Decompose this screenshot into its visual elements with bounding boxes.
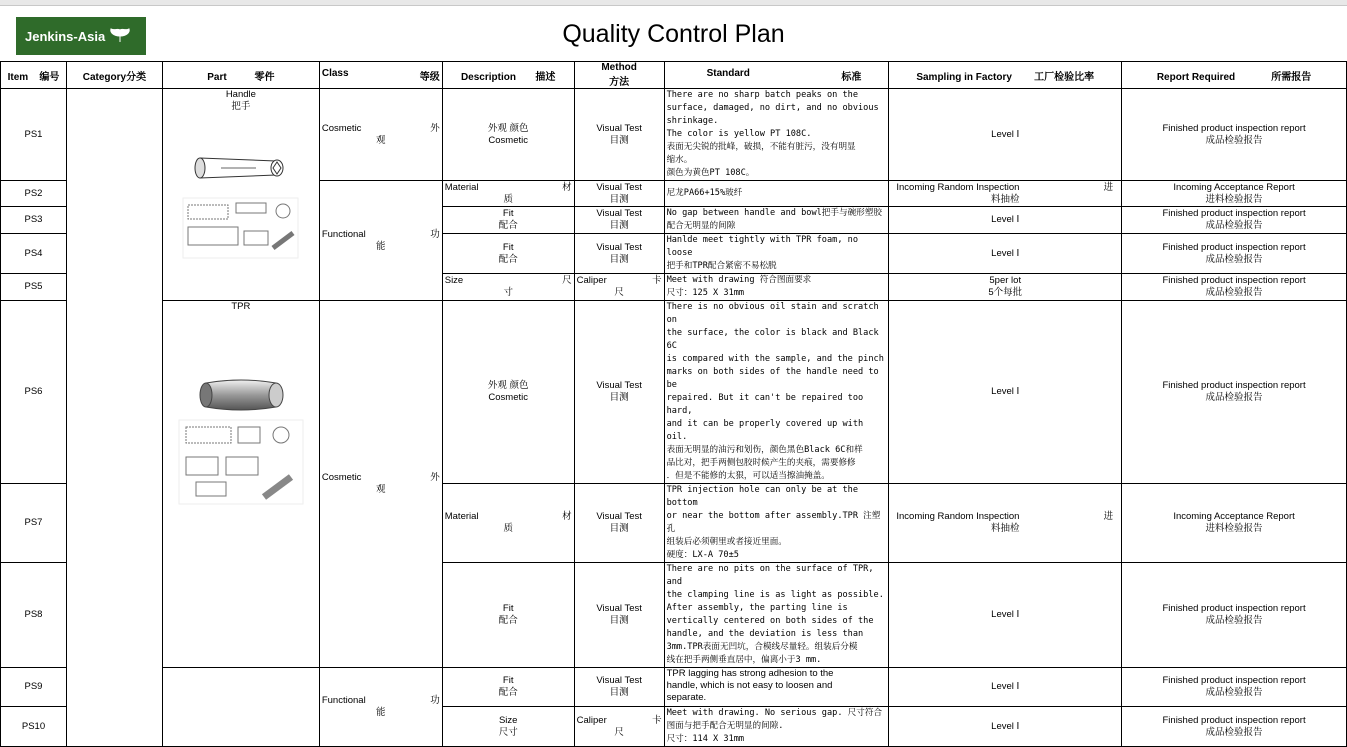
standard-cell: 尼龙PA66+15%玻纤 (664, 181, 889, 207)
sampling-cell: Level Ⅰ (889, 563, 1122, 668)
item-cell: PS10 (1, 707, 67, 747)
item-cell: PS3 (1, 207, 67, 234)
description-cell: 外观 颜色 Cosmetic (442, 301, 574, 484)
class-cell-functional: Functional 功 能 (319, 181, 442, 301)
sampling-cell: Level Ⅰ (889, 89, 1122, 181)
table-row (1, 89, 1347, 181)
standard-cell: There are no sharp batch peaks on the surface, damaged, no dirt, and no obvious shrinkage. The color is yellow PT 108C. 表面无尖锐的批峰，破损，不能有脏污，没有明显 缩水。 颜色为黄色PT 108C。 (664, 89, 889, 181)
header-class: Class 等级 (319, 62, 442, 89)
report-cell: Finished product inspection report 成品检验报告 (1122, 563, 1347, 668)
method-cell: Visual Test 目测 (574, 668, 664, 707)
class-cell-cosmetic: Cosmetic 外 观 (319, 89, 442, 181)
sampling-cell: 5per lot 5个每批 (889, 274, 1122, 301)
report-cell: Finished product inspection report 成品检验报告 (1122, 274, 1347, 301)
standard-cell: Meet with drawing. No serious gap. 尺寸符合 图面与把手配合无明显的间隙. 尺寸：114 X 31mm (664, 707, 889, 747)
method-cell: Visual Test 目测 (574, 484, 664, 563)
standard-cell: There are no pits on the surface of TPR, and the clamping line is as light as possible. After assembly, the parting line is vertically centered on both sides of the handle, and the deviation is less than 3mm.TPR表面无凹坑，合模线尽量轻。组装后分模 线在把手两侧垂直居中，偏离小于3 mm. (664, 563, 889, 668)
description-cell: Material 材 质 (442, 484, 574, 563)
standard-cell: Hanlde meet tightly with TPR foam, no loose 把手和TPR配合紧密不易松脱 (664, 234, 889, 274)
category-cell (66, 89, 162, 747)
report-cell: Finished product inspection report 成品检验报告 (1122, 668, 1347, 707)
logo-text: Jenkins-Asia (25, 28, 106, 44)
report-cell: Finished product inspection report 成品检验报告 (1122, 707, 1347, 747)
description-cell: 外观 颜色 Cosmetic (442, 89, 574, 181)
sampling-cell: Level Ⅰ (889, 234, 1122, 274)
header-row (1, 62, 1347, 89)
spreadsheet-column-header (0, 0, 1347, 6)
report-cell: Finished product inspection report 成品检验报告 (1122, 207, 1347, 234)
description-cell: Fit 配合 (442, 563, 574, 668)
item-cell: PS2 (1, 181, 67, 207)
header-standard: Standard 标准 (664, 62, 889, 89)
header-part: Part 零件 (162, 62, 319, 89)
sampling-cell: Level Ⅰ (889, 668, 1122, 707)
report-cell: Finished product inspection report 成品检验报告 (1122, 234, 1347, 274)
item-cell: PS1 (1, 89, 67, 181)
method-cell: Visual Test 目测 (574, 563, 664, 668)
part-name: Handle (225, 89, 256, 100)
report-cell: Incoming Acceptance Report 进料检验报告 (1122, 181, 1347, 207)
page-title: Quality Control Plan (562, 20, 785, 48)
class-cell-functional: Functional 功 能 (319, 668, 442, 747)
header-item: Item 编号 (1, 62, 67, 89)
header-description: Description 描述 (442, 62, 574, 89)
method-cell: Visual Test 目测 (574, 234, 664, 274)
header-sampling: Sampling in Factory 工厂检验比率 (889, 62, 1122, 89)
description-cell: Size 尺寸 (442, 707, 574, 747)
tpr-technical-drawing (176, 417, 306, 507)
method-cell: Caliper 卡 尺 (574, 274, 664, 301)
sampling-cell: Level Ⅰ (889, 707, 1122, 747)
standard-cell: TPR injection hole can only be at the bottom or near the bottom after assembly.TPR 注塑孔 组装后必须朝里或者接近里面。 硬度：LX-A 70±5 (664, 484, 889, 563)
part-name: TPR (231, 301, 251, 312)
table-row (1, 668, 1347, 707)
method-cell: Visual Test 目测 (574, 207, 664, 234)
report-cell: Finished product inspection report 成品检验报告 (1122, 301, 1347, 484)
description-cell: Fit 配合 (442, 207, 574, 234)
method-cell: Caliper 卡 尺 (574, 707, 664, 747)
header-category: Category分类 (66, 62, 162, 89)
part-name-cn: 把手 (231, 101, 251, 112)
tpr-foam-drawing-image (186, 373, 296, 417)
sampling-cell: Incoming Random Inspection 进 料抽检 (889, 181, 1122, 207)
report-cell: Finished product inspection report 成品检验报告 (1122, 89, 1347, 181)
table-row (1, 301, 1347, 484)
tpr-part-continued-cell (162, 668, 319, 747)
item-cell: PS4 (1, 234, 67, 274)
standard-cell: No gap between handle and bowl把手与碗形塑胶 配合无明显的间隙 (664, 207, 889, 234)
description-cell: Fit 配合 (442, 668, 574, 707)
report-cell: Incoming Acceptance Report 进料检验报告 (1122, 484, 1347, 563)
standard-cell: Meet with drawing 符合图面要求 尺寸：125 X 31mm (664, 274, 889, 301)
sampling-cell: Level Ⅰ (889, 207, 1122, 234)
standard-cell: TPR lagging has strong adhesion to the handle, which is not easy to loosen and separate. (664, 668, 889, 707)
description-cell: Size 尺 寸 (442, 274, 574, 301)
item-cell: PS9 (1, 668, 67, 707)
item-cell: PS6 (1, 301, 67, 484)
class-cell-cosmetic: Cosmetic 外 观 (319, 301, 442, 668)
handle-drawing-image (186, 143, 296, 193)
method-cell: Visual Test 目测 (574, 181, 664, 207)
handle-technical-drawing (178, 193, 303, 263)
sampling-cell: Incoming Random Inspection 进 料抽检 (889, 484, 1122, 563)
item-cell: PS8 (1, 563, 67, 668)
description-cell: Fit 配合 (442, 234, 574, 274)
header-report: Report Required 所需报告 (1122, 62, 1347, 89)
header-method: Method 方法 (574, 62, 664, 89)
standard-cell: There is no obvious oil stain and scratch on the surface, the color is black and Black 6C is compared with the sample, and the pinch marks on both sides of the handle need to be repaired. But it can't be repaired too hard, and it can be properly covered up with oil. 表面无明显的油污和划伤，颜色黑色Black 6C和样 品比对，把手两侧包胶时候产生的夹痕，需要修修 ．但是不能修的太狠，可以适当擦油掩盖。 (664, 301, 889, 484)
qc-plan-table (0, 61, 1347, 747)
item-cell: PS7 (1, 484, 67, 563)
description-cell: Material 材 质 (442, 181, 574, 207)
item-cell: PS5 (1, 274, 67, 301)
part-cell-tpr (162, 301, 319, 668)
sampling-cell: Level Ⅰ (889, 301, 1122, 484)
method-cell: Visual Test 目测 (574, 301, 664, 484)
method-cell: Visual Test 目测 (574, 89, 664, 181)
part-cell-handle (162, 89, 319, 301)
